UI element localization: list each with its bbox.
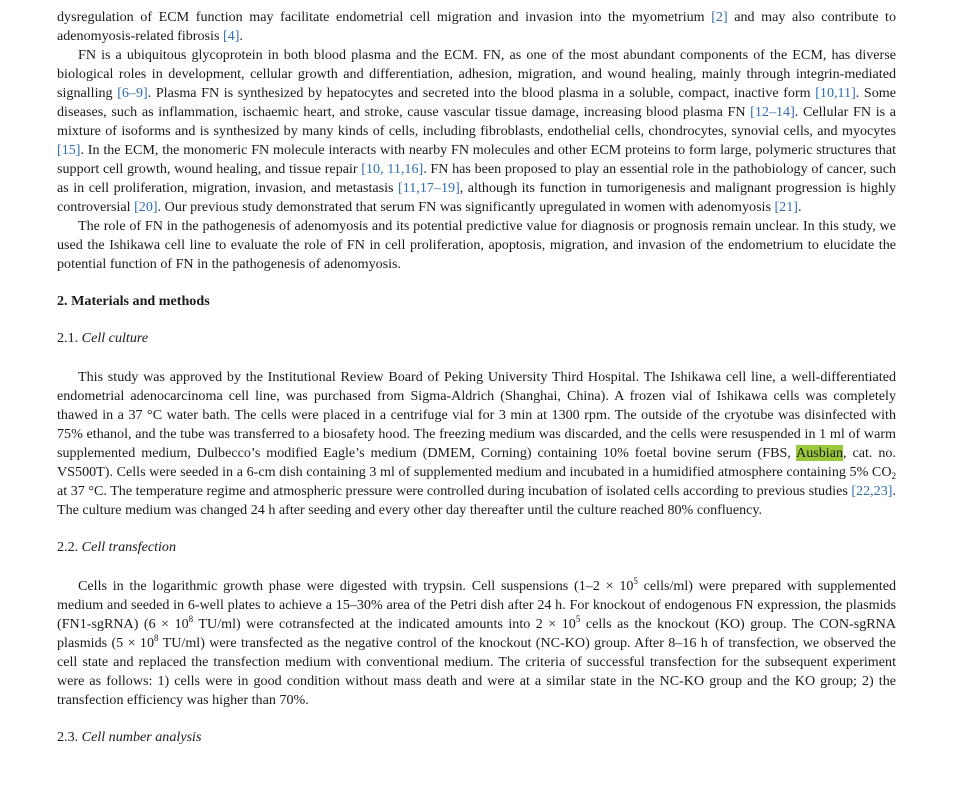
text-run: cells/ml) were prepared with supplemented medium and seeded in 6-well plates to achieve a 15–30% area of the Petri dish after 24 h. For knockout of endogenous FN expression, the plasmids (FN1-sgRNA) (6 × 10 [57, 578, 896, 632]
subsection-title: Cell number analysis [81, 729, 202, 745]
intro-paragraph-2: The role of FN in the pathogenesis of adenomyosis and its potential predictive value for diagnosis or prognosis remain unclear. In this study, we used the Ishikawa cell line to evaluate the role of FN in cell proliferation, apoptosis, migration, and invasion of the endometrium to elucidate the potential function of FN in the pathogenesis of adenomyosis. [57, 218, 896, 272]
text-run: TU/ml) were cotransfected at the indicated amounts into 2 × 10 [193, 616, 576, 632]
text-run: . FN has been proposed to play an essential role in the pathobiology of cancer, such as in cell proliferation, migration, invasion, and metastasis [57, 161, 896, 196]
text-run: . [797, 199, 802, 215]
citation-link[interactable]: [21] [774, 199, 798, 215]
citation-link[interactable]: [2] [711, 9, 728, 25]
subsection-heading-cell-number [57, 728, 896, 747]
subsection-heading-cell-transfection [57, 538, 896, 557]
text-run: . [239, 28, 243, 44]
text-run: at 37 °C. The temperature regime and atmospheric pressure were controlled during incubation of isolated cells according to previous studies [57, 483, 852, 499]
citation-link[interactable]: [10, 11,16] [361, 161, 424, 177]
text-run: dysregulation of ECM function may facilitate endometrial cell migration and invasion into the myometrium [57, 9, 712, 25]
text-run: cells as the knockout (KO) group. The CON-sgRNA plasmids (5 × 10 [57, 616, 896, 651]
intro-paragraph-0 [57, 8, 896, 46]
subsection-number: 2.2. [57, 539, 79, 555]
text-run: . Plasma FN is synthesized by hepatocytes and secreted into the blood plasma in a soluble, compact, inactive form [147, 85, 816, 101]
citation-link[interactable]: [20] [134, 199, 158, 215]
citation-link[interactable]: [11,17–19] [398, 180, 460, 196]
citation-link[interactable]: [4] [222, 28, 240, 44]
cell-culture-paragraph [57, 368, 896, 520]
text-run: , cat. no. VS500T). Cells were seeded in a 6-cm dish containing 3 ml of supplemented medium and incubated in a humidified atmosphere containing 5% CO [57, 445, 897, 480]
subscript: 2 [891, 471, 896, 481]
text-run: TU/ml) were transfected as the negative control of the knockout (NC-KO) group. After 8–16 h of transfection, we observed the cell state and replaced the transfection medium with conventional medium. The criteria of successful transfection for the subsequent experiment were as follows: 1) cells were in good condition without mass death and were at a similar state in the NC-KO group and the KO group; 2) the transfection efficiency was higher than 70%. [57, 635, 896, 708]
text-run: This study was approved by the Institutional Review Board of Peking University Third Hospital. The Ishikawa cell line, a well-differentiated endometrial adenocarcinoma cell line, was purchased from Sigma-Aldrich (Shanghai, China). A frozen vial of Ishikawa cells was completely thawed in a 37 °C water bath. The cells were placed in a centrifuge vial for 3 min at 1300 rpm. The outside of the cryotube was disinfected with 75% ethanol, and the tube was transferred to a biosafety hood. The freezing medium was discarded, and the cells were resuspended in 1 ml of warm supplemented medium, Dulbecco’s modified Eagle’s medium (DMEM, Corning) containing 10% foetal bovine serum (FBS, [57, 369, 896, 461]
subsection-heading-cell-culture [57, 329, 896, 348]
text-run: and may also contribute to adenomyosis-related fibrosis [57, 9, 896, 44]
citation-link[interactable]: [6–9] [117, 85, 148, 101]
text-run: . The culture medium was changed 24 h after seeding and every other day thereafter until the culture reached 80% confluency. [57, 483, 896, 518]
subsection-number: 2.1. [57, 330, 79, 346]
subsection-number: 2.3. [57, 729, 79, 745]
text-run: Cells in the logarithmic growth phase were digested with trypsin. Cell suspensions (1–2 × 10 [78, 578, 634, 594]
text-run: . Cellular FN is a mixture of isoforms and is synthesized by many kinds of cells, including fibroblasts, endothelial cells, chondrocytes, synovial cells, and myocytes [57, 104, 896, 139]
superscript: 5 [633, 576, 638, 586]
intro-paragraph-1 [57, 46, 896, 217]
citation-link[interactable]: [15] [57, 142, 81, 158]
subsection-title: Cell culture [81, 330, 149, 346]
text-run: . Some diseases, such as inflammation, ischaemic heart, and stroke, cause vascular tissue damage, increasing blood plasma FN [57, 85, 897, 120]
subsection-title: Cell transfection [81, 539, 177, 555]
text-run: , although its function in tumorigenesis and malignant progression is highly controversial [57, 180, 896, 215]
superscript: 5 [575, 614, 581, 624]
text-run: . In the ECM, the monomeric FN molecule interacts with nearby FN molecules and other ECM proteins to form large, polymeric structures that support cell growth, wound healing, and tissue repair [57, 142, 896, 177]
section-heading: 2. Materials and methods [57, 293, 210, 309]
cell-transfection-paragraph [57, 577, 896, 710]
superscript: 8 [154, 633, 159, 643]
citation-link[interactable]: [10,11] [815, 85, 856, 101]
text-run: . Our previous study demonstrated that serum FN was significantly upregulated in women with adenomyosis [157, 199, 775, 215]
citation-link[interactable]: [12–14] [750, 104, 795, 120]
superscript: 8 [188, 614, 194, 624]
highlighted-text: Ausbian [796, 445, 843, 461]
text-run: FN is a ubiquitous glycoprotein in both blood plasma and the ECM. FN, as one of the most abundant components of the ECM, has diverse biological roles in development, cellular growth and differentiation, adhesion, migration, and wound healing, mainly through integrin-mediated signalling [57, 47, 896, 101]
citation-link[interactable]: [22,23] [851, 483, 893, 499]
